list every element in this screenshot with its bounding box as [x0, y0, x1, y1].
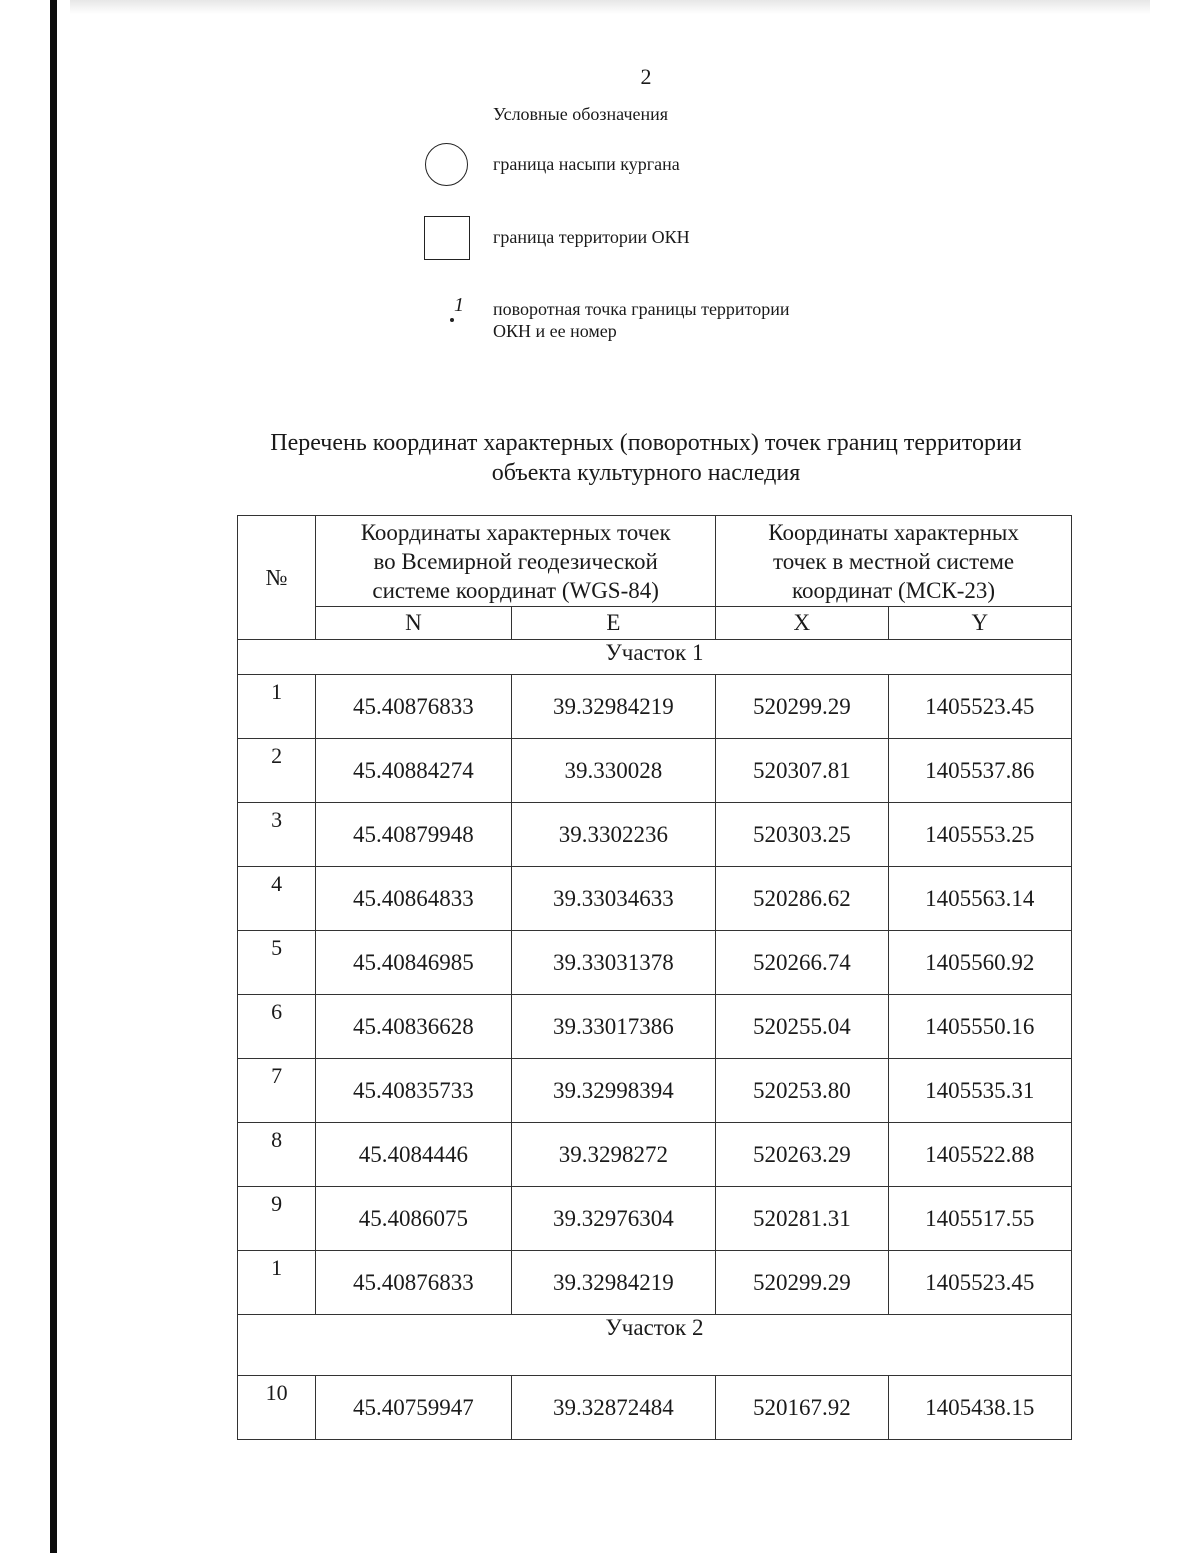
longitude-e-cell: 39.330028: [511, 739, 715, 803]
legend-label: граница насыпи кургана: [493, 154, 680, 174]
longitude-e-cell: 39.32984219: [511, 1251, 715, 1315]
point-number-cell: 7: [238, 1059, 316, 1123]
header-line: координат (МСК-23): [792, 577, 996, 603]
table-row: [238, 675, 1072, 739]
legend-item-mound-boundary: [422, 142, 680, 188]
y-cell: 1405522.88: [888, 1123, 1071, 1187]
table-row: [238, 739, 1072, 803]
title-line: объекта культурного наследия: [491, 460, 801, 486]
longitude-e-cell: 39.3302236: [511, 803, 715, 867]
point-number-cell: 1: [238, 675, 316, 739]
latitude-n-cell: 45.40864833: [316, 867, 511, 931]
legend-label-line: ОКН и ее номер: [493, 321, 617, 341]
longitude-e-cell: 39.32998394: [511, 1059, 715, 1123]
square-icon: [422, 216, 472, 262]
y-cell: 1405550.16: [888, 995, 1071, 1059]
table-row: [238, 867, 1072, 931]
subheader-y: Y: [888, 607, 1071, 640]
y-cell: 1405537.86: [888, 739, 1071, 803]
header-line: системе координат (WGS-84): [372, 577, 659, 603]
x-cell: 520299.29: [716, 1251, 888, 1315]
point-number-label: 1: [454, 294, 464, 316]
subheader-e: E: [511, 607, 715, 640]
longitude-e-cell: 39.33031378: [511, 931, 715, 995]
y-cell: 1405563.14: [888, 867, 1071, 931]
latitude-n-cell: 45.40835733: [316, 1059, 511, 1123]
title-line: Перечень координат характерных (поворотных) точек границ территории: [270, 430, 1022, 456]
header-line: во Всемирной геодезической: [373, 548, 658, 574]
y-cell: 1405438.15: [888, 1376, 1071, 1440]
header-line: Координаты характерных точек: [360, 519, 671, 545]
table-row: [238, 1187, 1072, 1251]
table-row: [238, 1059, 1072, 1123]
coordinates-table-body: [238, 640, 1072, 1440]
y-cell: 1405535.31: [888, 1059, 1071, 1123]
subheader-n: N: [316, 607, 511, 640]
x-cell: 520255.04: [716, 995, 888, 1059]
point-number-cell: 4: [238, 867, 316, 931]
y-cell: 1405517.55: [888, 1187, 1071, 1251]
latitude-n-cell: 45.40879948: [316, 803, 511, 867]
section-title: Участок 1: [238, 640, 1072, 675]
longitude-e-cell: 39.33017386: [511, 995, 715, 1059]
x-cell: 520253.80: [716, 1059, 888, 1123]
table-row: [238, 1123, 1072, 1187]
circle-icon: [422, 142, 472, 188]
latitude-n-cell: 45.40876833: [316, 1251, 511, 1315]
latitude-n-cell: 45.4084446: [316, 1123, 511, 1187]
page-number: 2: [640, 64, 652, 89]
coordinates-list-title: [200, 428, 1092, 488]
legend-label: граница территории ОКН: [493, 227, 690, 247]
header-line: точек в местной системе: [772, 548, 1015, 574]
x-cell: 520167.92: [716, 1376, 888, 1440]
y-cell: 1405553.25: [888, 803, 1071, 867]
scan-left-border: [50, 0, 57, 1553]
point-number-cell: 10: [238, 1376, 316, 1440]
longitude-e-cell: 39.32872484: [511, 1376, 715, 1440]
x-cell: 520303.25: [716, 803, 888, 867]
latitude-n-cell: 45.40884274: [316, 739, 511, 803]
turning-point-icon: [422, 294, 472, 348]
table-row: [238, 1376, 1072, 1440]
section-row: [238, 640, 1072, 675]
legend-item-turning-point: [422, 294, 790, 348]
latitude-n-cell: 45.40876833: [316, 675, 511, 739]
longitude-e-cell: 39.33034633: [511, 867, 715, 931]
x-cell: 520307.81: [716, 739, 888, 803]
legend-label-line: поворотная точка границы территории: [493, 299, 790, 319]
y-cell: 1405560.92: [888, 931, 1071, 995]
table-row: [238, 803, 1072, 867]
section-row: [238, 1315, 1072, 1376]
point-number-cell: 5: [238, 931, 316, 995]
y-cell: 1405523.45: [888, 675, 1071, 739]
header-number: №: [238, 516, 316, 640]
coordinates-table: [237, 515, 1072, 1440]
table-row: [238, 931, 1072, 995]
latitude-n-cell: 45.40759947: [316, 1376, 511, 1440]
legend-item-territory-boundary: [422, 216, 690, 262]
header-msk23: [716, 516, 1072, 607]
latitude-n-cell: 45.40846985: [316, 931, 511, 995]
header-wgs84: [316, 516, 716, 607]
longitude-e-cell: 39.32976304: [511, 1187, 715, 1251]
subheader-x: X: [716, 607, 888, 640]
table-row: [238, 1251, 1072, 1315]
longitude-e-cell: 39.32984219: [511, 675, 715, 739]
table-row: [238, 995, 1072, 1059]
scan-top-smudge: [70, 0, 1150, 14]
point-dot: [450, 318, 454, 322]
point-number-cell: 9: [238, 1187, 316, 1251]
x-cell: 520286.62: [716, 867, 888, 931]
point-number-cell: 3: [238, 803, 316, 867]
point-number-cell: 1: [238, 1251, 316, 1315]
y-cell: 1405523.45: [888, 1251, 1071, 1315]
latitude-n-cell: 45.4086075: [316, 1187, 511, 1251]
point-number-cell: 6: [238, 995, 316, 1059]
point-number-cell: 8: [238, 1123, 316, 1187]
longitude-e-cell: 39.3298272: [511, 1123, 715, 1187]
x-cell: 520263.29: [716, 1123, 888, 1187]
x-cell: 520266.74: [716, 931, 888, 995]
latitude-n-cell: 45.40836628: [316, 995, 511, 1059]
x-cell: 520281.31: [716, 1187, 888, 1251]
legend-heading: Условные обозначения: [493, 104, 669, 124]
x-cell: 520299.29: [716, 675, 888, 739]
header-line: Координаты характерных: [768, 519, 1019, 545]
section-title: Участок 2: [238, 1315, 1072, 1376]
point-number-cell: 2: [238, 739, 316, 803]
legend-label: [493, 298, 789, 342]
